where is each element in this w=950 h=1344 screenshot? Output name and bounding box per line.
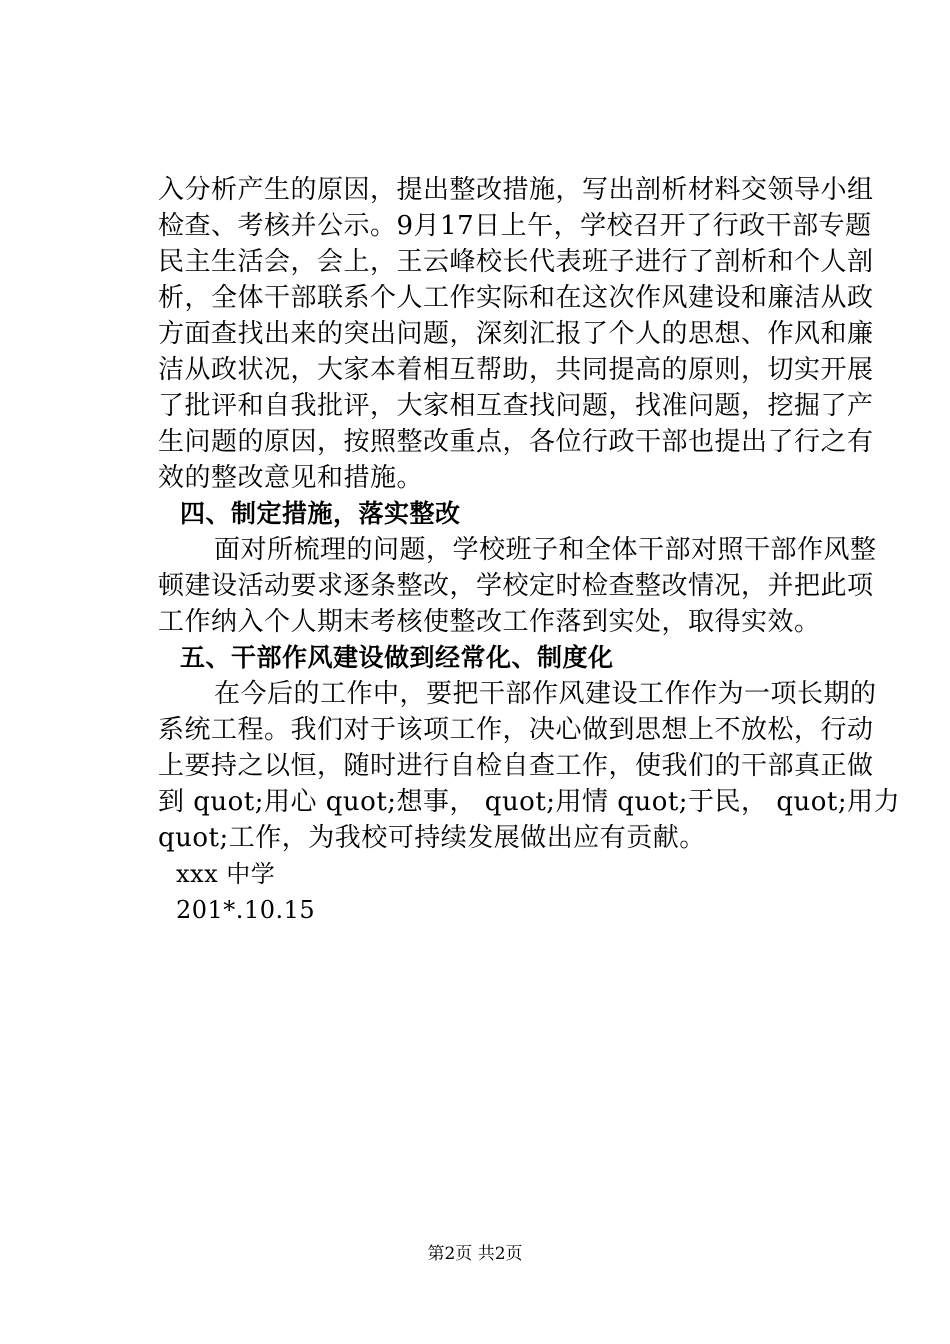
paragraph-2-line-2: 顿建设活动要求逐条整改，学校定时检查整改情况，并把此项 — [158, 571, 874, 601]
paragraph-1-line-2: 检查、考核并公示。9月17日上午，学校召开了行政干部专题 — [158, 211, 872, 241]
page-number: 第2页 共2页 — [427, 1244, 523, 1264]
paragraph-1-line-8: 生问题的原因，按照整改重点，各位行政干部也提出了行之有 — [158, 427, 874, 457]
paragraph-1-line-5: 方面查找出来的突出问题，深刻汇报了个人的思想、作风和廉 — [158, 319, 874, 349]
paragraph-1-line-6: 洁从政状况，大家本着相互帮助，共同提高的原则，切实开展 — [158, 355, 874, 385]
paragraph-1-line-1: 入分析产生的原因，提出整改措施，写出剖析材料交领导小组 — [158, 175, 874, 205]
paragraph-1-line-3: 民主生活会，会上，王云峰校长代表班子进行了剖析和个人剖 — [158, 247, 874, 277]
paragraph-1-line-7: 了批评和自我批评，大家相互查找问题，找准问题，挖掘了产 — [158, 391, 874, 421]
paragraph-3-line-3: 上要持之以恒，随时进行自检自查工作，使我们的干部真正做 — [158, 751, 874, 781]
paragraph-3-line-2: 系统工程。我们对于该项工作，决心做到思想上不放松，行动 — [158, 715, 874, 745]
section-heading-4: 四、制定措施，落实整改 — [180, 499, 461, 528]
date: 201*.10.15 — [176, 896, 316, 924]
section-heading-5: 五、干部作风建设做到经常化、制度化 — [180, 643, 614, 672]
paragraph-2-line-1: 面对所梳理的问题，学校班子和全体干部对照干部作风整 — [214, 535, 877, 565]
paragraph-2-line-3: 工作纳入个人期末考核使整改工作落到实处，取得实效。 — [158, 607, 821, 637]
paragraph-1-line-4: 析，全体干部联系个人工作实际和在这次作风建设和廉洁从政 — [158, 283, 874, 313]
page-footer — [0, 1242, 950, 1266]
paragraph-3-line-4: 到 quot;用心 quot;想事， quot;用情 quot;于民， quot;用力 — [158, 787, 901, 817]
paragraph-3-line-5: quot;工作，为我校可持续发展做出应有贡献。 — [158, 823, 706, 853]
paragraph-3-line-1: 在今后的工作中，要把干部作风建设工作作为一项长期的 — [214, 679, 877, 709]
paragraph-1-line-9: 效的整改意见和措施。 — [158, 463, 424, 493]
signature: xxx 中学 — [176, 860, 276, 888]
document-body — [158, 172, 901, 928]
